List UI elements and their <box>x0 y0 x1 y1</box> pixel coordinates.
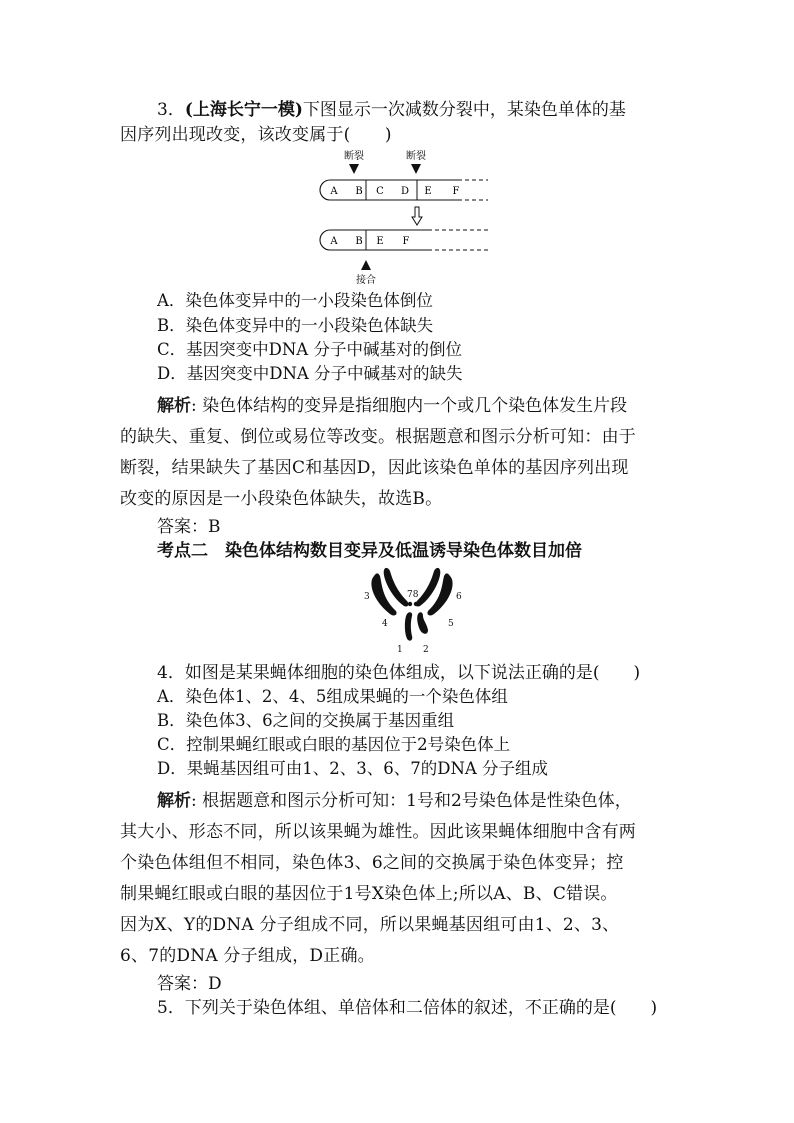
q3-analysis-label: 解析 <box>157 396 191 416</box>
break-arrow-2-icon <box>411 164 421 174</box>
q3-analysis-line-3: 断裂，结果缺失了基因C和基因D，因此该染色单体的基因序列出现 <box>120 458 629 478</box>
q3-option-b: B．染色体变异中的一小段染色体缺失 <box>157 316 434 335</box>
q4-option-b: B．染色体3、6之间的交换属于基因重组 <box>157 711 455 730</box>
q3-deletion-figure <box>318 147 490 285</box>
gene-D-top: D <box>400 186 410 197</box>
q3-stem-line-2: 因序列出现改变，该改变属于( ) <box>120 125 392 145</box>
q4-chromosome-figure <box>360 566 470 656</box>
q3-answer: 答案：B <box>157 517 221 537</box>
gene-B-top: B <box>355 186 363 197</box>
q3-analysis-line-4: 改变的原因是一小段染色体缺失，故选B。 <box>120 489 443 509</box>
bottom-chromatid-outline <box>320 230 478 250</box>
gene-A-top: A <box>330 186 338 197</box>
q4-analysis-label: 解析 <box>157 791 191 811</box>
section-title: 考点二 染色体结构数目变异及低温诱导染色体数目加倍 <box>157 541 582 561</box>
q3-stem-text-1: 下图显示一次减数分裂中，某染色单体的基 <box>302 100 626 120</box>
q3-analysis-line-1 <box>157 394 627 418</box>
process-arrow-icon <box>412 207 422 225</box>
q4-analysis-line-2: 其大小、形态不同，所以该果蝇为雄性。因此该果蝇体细胞中含有两 <box>120 822 636 842</box>
gene-E-bottom: E <box>376 236 384 247</box>
break-arrow-1-icon <box>349 164 359 174</box>
q3-number: 3． <box>157 100 185 120</box>
q4-option-d: D．果蝇基因组可由1、2、3、6、7的DNA 分子组成 <box>157 759 549 778</box>
q4-answer: 答案：D <box>157 974 222 994</box>
gene-C-top: C <box>376 186 384 197</box>
q4-analysis-line-1 <box>157 789 632 813</box>
label-5: 5 <box>448 619 454 629</box>
label-78: 78 <box>407 590 419 600</box>
q4-option-c: C．控制果蝇红眼或白眼的基因位于2号染色体上 <box>157 735 511 754</box>
chromosome-2 <box>417 612 428 634</box>
q3-source: (上海长宁一模) <box>184 100 303 120</box>
gene-A-bottom: A <box>330 236 338 247</box>
q4-analysis-line-3: 个染色体组但不相同，染色体3、6之间的交换属于染色体变异；控 <box>120 853 624 873</box>
q4-analysis-line-6: 6、7的DNA 分子组成，D正确。 <box>120 946 375 966</box>
gene-B-bottom: B <box>355 236 363 247</box>
q3-option-a: A．染色体变异中的一小段染色体倒位 <box>157 291 433 310</box>
q3-stem-line-1 <box>157 98 626 122</box>
q3-analysis-text-1: : 染色体结构的变异是指细胞内一个或几个染色体发生片段 <box>191 396 628 416</box>
chromosome-7 <box>408 602 412 606</box>
label-2: 2 <box>423 645 429 655</box>
q4-stem: 4．如图是某果蝇体细胞的染色体组成，以下说法正确的是( ) <box>157 663 641 683</box>
join-arrow-icon <box>361 260 371 270</box>
q4-analysis-line-5: 因为X、Y的DNA 分子组成不同，所以果蝇基因组可由1、2、3、 <box>120 915 620 935</box>
q3-option-d: D．基因突变中DNA 分子中碱基对的缺失 <box>157 364 463 383</box>
label-4: 4 <box>382 619 388 629</box>
chromosome-8 <box>414 602 418 606</box>
break-label-1: 断裂 <box>344 151 364 162</box>
q3-analysis-line-2: 的缺失、重复、倒位或易位等改变。根据题意和图示分析可知：由于 <box>120 427 636 447</box>
q3-option-c: C．基因突变中DNA 分子中碱基对的倒位 <box>157 340 462 359</box>
q5-stem: 5．下列关于染色体组、单倍体和二倍体的叙述，不正确的是( ) <box>157 998 658 1018</box>
join-label: 接合 <box>356 275 376 285</box>
q4-analysis-line-4: 制果蝇红眼或白眼的基因位于1号X染色体上;所以A、B、C错误。 <box>120 884 618 904</box>
break-label-2: 断裂 <box>406 151 426 162</box>
label-6: 6 <box>456 592 462 602</box>
q4-option-a: A．染色体1、2、4、5组成果蝇的一个染色体组 <box>157 687 508 706</box>
gene-E-top: E <box>424 186 432 197</box>
chromosome-1 <box>405 612 412 640</box>
q4-analysis-text-1: : 根据题意和图示分析可知：1号和2号染色体是性染色体， <box>191 791 632 811</box>
gene-F-bottom: F <box>402 236 410 247</box>
gene-F-top: F <box>452 186 460 197</box>
label-3: 3 <box>364 592 370 602</box>
label-1: 1 <box>397 645 403 655</box>
